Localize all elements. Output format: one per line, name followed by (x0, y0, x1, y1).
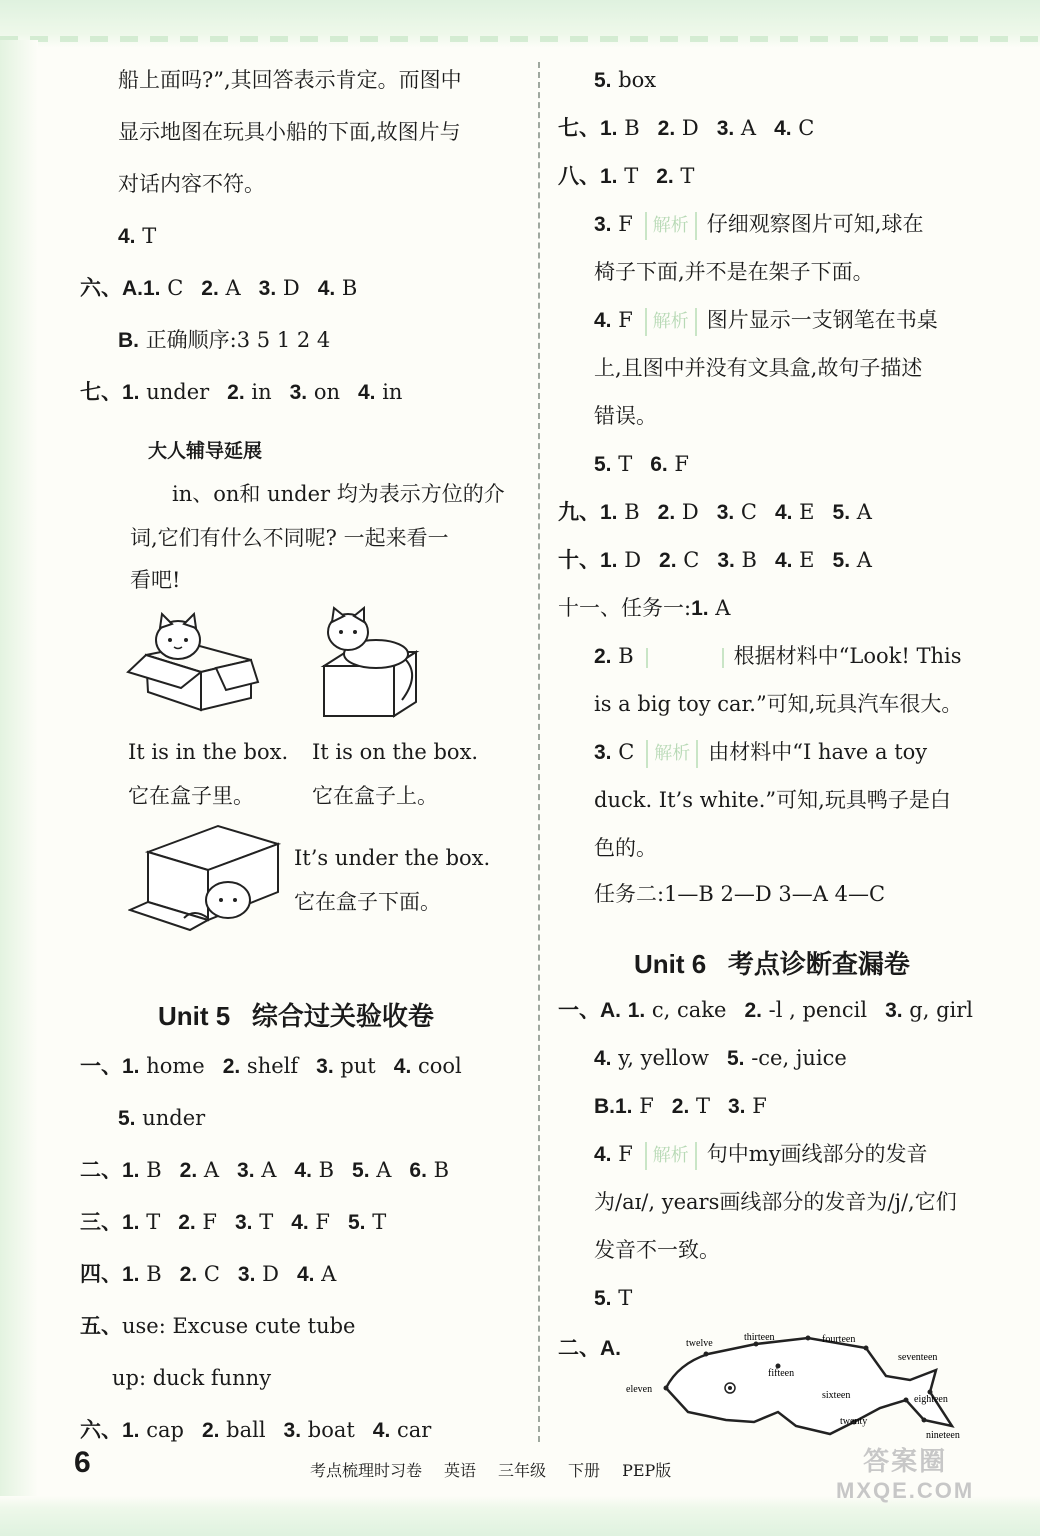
explanation-line: 发音不一致。 (594, 1238, 720, 1262)
section-8-line: 八、1. T 2. T (558, 164, 695, 188)
cat-on-box-illustration (316, 604, 426, 724)
footer-book-info: 考点梳理时习卷 英语 三年级 下册 PEP版 (310, 1461, 672, 1480)
unit5-section-3: 三、1. T 2. F 3. T 4. F 5. T (80, 1210, 387, 1234)
explanation-line: 色的。 (594, 836, 657, 860)
unit6-heading: Unit 6 考点诊断查漏卷 (634, 949, 910, 979)
explanation-line: 错误。 (594, 404, 657, 428)
analysis-tag: 解析 (645, 1142, 697, 1170)
column-divider (538, 62, 540, 1442)
in-box-english: It is in the box. (128, 740, 289, 764)
whale-word: eleven (626, 1384, 653, 1395)
section-7-line: 七、1. B 2. D 3. A 4. C (558, 116, 815, 140)
on-box-chinese: 它在盒子上。 (312, 784, 438, 808)
unit6-section-1a-cont: 4. y, yellow 5. -ce, juice (594, 1046, 847, 1070)
whale-word: eighteen (914, 1394, 948, 1405)
extension-text: 词,它们有什么不同呢? 一起来看一 (130, 526, 449, 550)
intro-line: 对话内容不符。 (118, 172, 265, 196)
unit5-section-6: 六、1. cap 2. ball 3. boat 4. car (80, 1418, 432, 1442)
whale-word: twelve (686, 1338, 713, 1349)
unit5-section-1: 一、1. home 2. shelf 3. put 4. cool (80, 1054, 462, 1078)
intro-line: 显示地图在玩具小船的下面,故图片与 (118, 120, 461, 144)
whale-word: seventeen (898, 1352, 938, 1363)
section-11-q2: 2. B 根据材料中“Look! This (594, 644, 962, 668)
unit5-section-2: 二、1. B 2. A 3. A 4. B 5. A 6. B (80, 1158, 450, 1182)
unit5-section-4: 四、1. B 2. C 3. D 4. A (80, 1262, 337, 1286)
unit5-section-1-extra: 5. under (118, 1106, 206, 1130)
whale-word: sixteen (822, 1390, 851, 1401)
cat-in-box-illustration (126, 610, 266, 720)
explanation-line: 上,且图中并没有文具盒,故句子描述 (594, 356, 923, 380)
unit5-section-5-use: 五、use: Excuse cute tube (80, 1314, 356, 1338)
extension-text: in、on和 under 均为表示方位的介 (172, 482, 505, 506)
analysis-tag: 解析 (645, 308, 697, 336)
analysis-tag-faded (646, 648, 724, 668)
extension-text: 看吧! (130, 568, 181, 592)
page-number: 6 (74, 1446, 91, 1479)
in-box-chinese: 它在盒子里。 (128, 784, 254, 808)
analysis-tag: 解析 (645, 212, 697, 240)
left-decorative-band (0, 40, 38, 1500)
section-8-q56: 5. T 6. F (594, 452, 689, 476)
section-11-task2: 任务二:1—B 2—D 3—A 4—C (594, 882, 886, 906)
section-7-line: 七、1. under 2. in 3. on 4. in (80, 380, 403, 404)
cat-under-box-illustration (128, 822, 284, 934)
answer-line: 4. T (118, 224, 157, 248)
unit6-section-2: 二、A. (558, 1337, 621, 1360)
explanation-line: is a big toy car.”可知,玩具汽车很大。 (594, 692, 963, 716)
unit6-q4: 4. F 解析 句中my画线部分的发音 (594, 1140, 928, 1170)
section-10-line: 十、1. D 2. C 3. B 4. E 5. A (558, 548, 872, 572)
explanation-line: duck. It’s white.”可知,玩具鸭子是白 (594, 788, 951, 812)
section-11-q3: 3. C 解析 由材料中“I have a toy (594, 738, 927, 768)
whale-word: thirteen (744, 1332, 775, 1343)
intro-line: 船上面吗?”,其回答表示肯定。而图中 (118, 68, 462, 92)
section-8-q4: 4. F 解析 图片显示一支钢笔在书桌 (594, 306, 938, 336)
unit6-section-1b: B.1. F 2. T 3. F (594, 1094, 767, 1118)
section-6b-line: B. 正确顺序:3 5 1 2 4 (118, 328, 331, 352)
answer-line: 5. box (594, 68, 657, 92)
unit5-heading: Unit 5 综合过关验收卷 (158, 1001, 434, 1031)
section-9-line: 九、1. B 2. D 3. C 4. E 5. A (558, 500, 872, 524)
section-8-q3: 3. F 解析 仔细观察图片可知,球在 (594, 210, 923, 240)
whale-dot-to-dot-illustration (618, 1326, 980, 1444)
whale-word: fourteen (822, 1334, 856, 1345)
unit5-section-5-up: up: duck funny (112, 1366, 272, 1390)
whale-word: fifteen (768, 1368, 795, 1379)
section-6-line: 六、A.1. C 2. A 3. D 4. B (80, 276, 358, 300)
on-box-english: It is on the box. (312, 740, 479, 764)
explanation-line: 椅子下面,并不是在架子下面。 (594, 260, 874, 284)
unit6-q5: 5. T (594, 1286, 633, 1310)
analysis-tag: 解析 (646, 740, 698, 768)
watermark-logo: 答案圈 MXQE.COM (836, 1446, 975, 1503)
whale-word: nineteen (926, 1430, 960, 1441)
under-box-english: It’s under the box. (294, 846, 491, 870)
whale-word: twenty (840, 1416, 868, 1427)
top-decorative-band (0, 0, 1040, 48)
extension-title: 大人辅导延展 (148, 441, 263, 462)
under-box-chinese: 它在盒子下面。 (294, 890, 441, 914)
unit6-section-1a: 一、A. 1. c, cake 2. -l , pencil 3. g, girl (558, 998, 973, 1022)
explanation-line: 为/aɪ/, years画线部分的发音为/j/,它们 (594, 1190, 957, 1214)
section-11-task1: 十一、任务一:1. A (558, 596, 731, 620)
